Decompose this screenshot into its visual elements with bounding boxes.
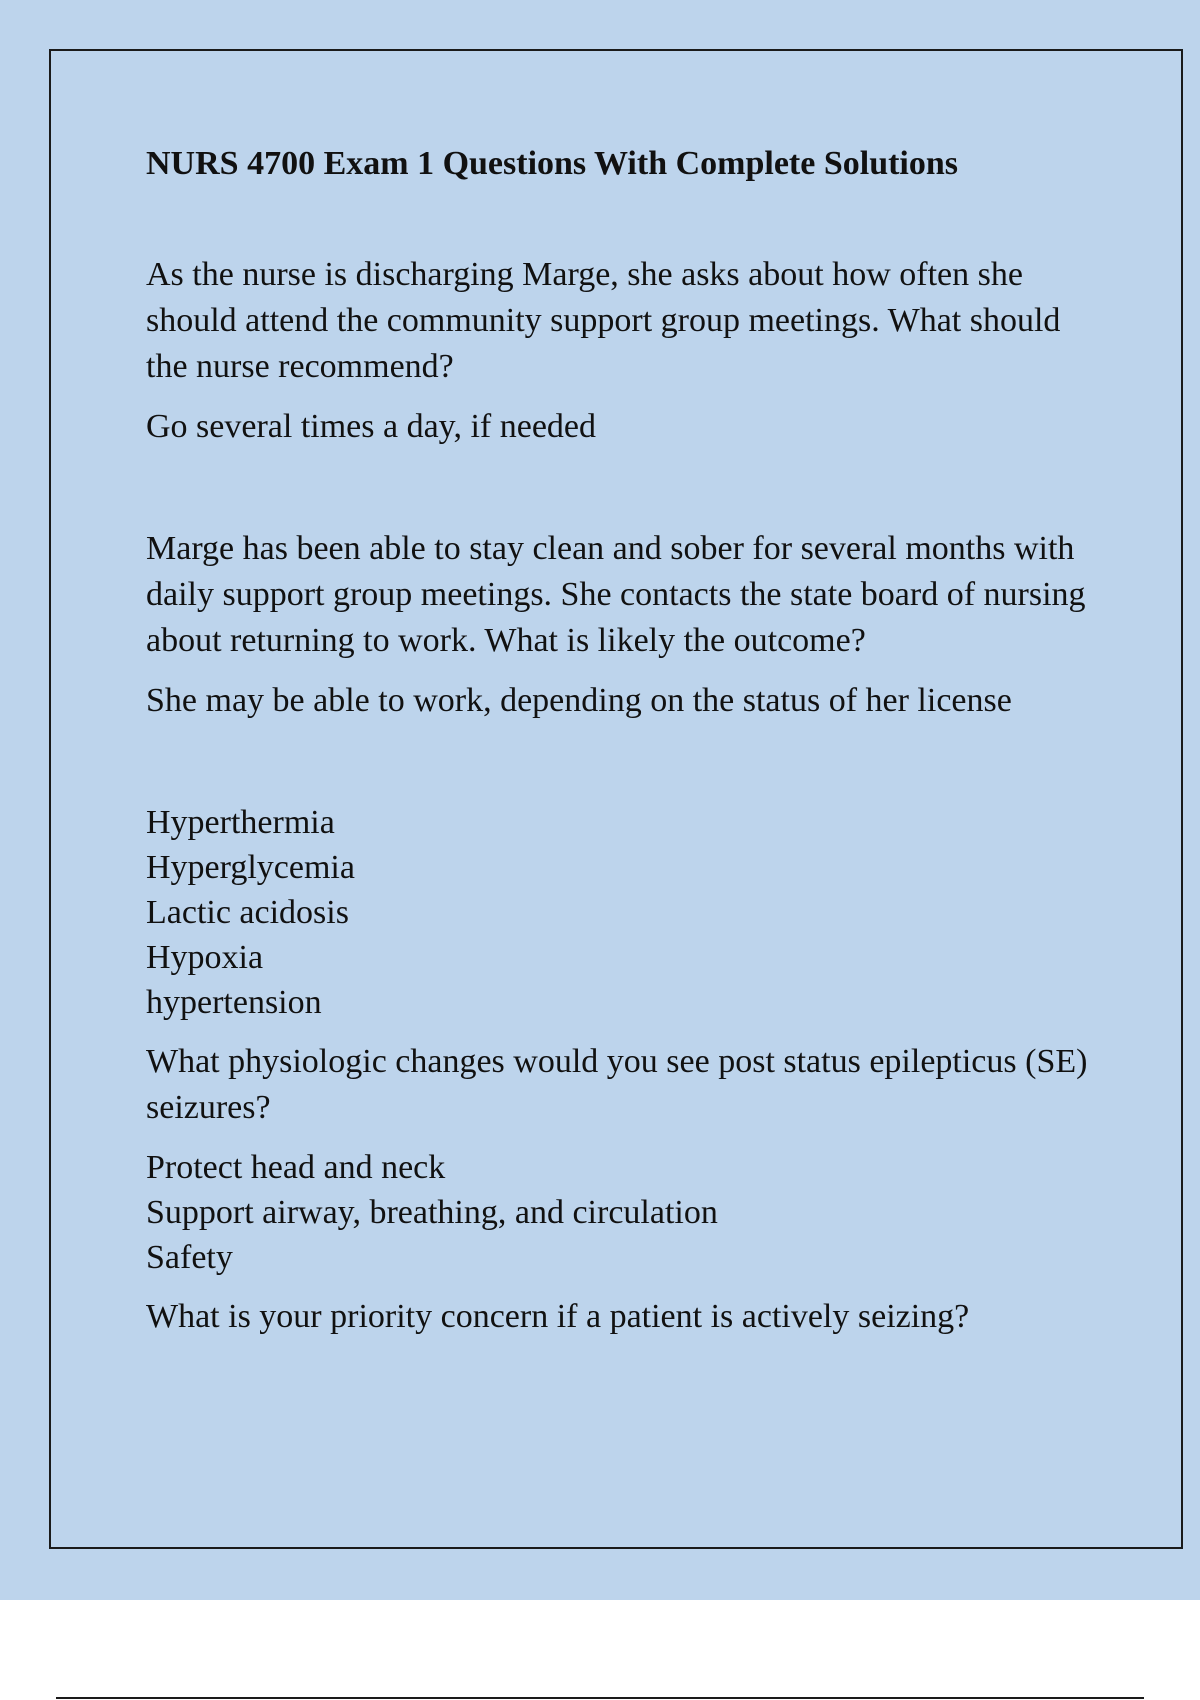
document-content <box>146 140 1096 1354</box>
list-item: Hyperthermia <box>146 804 335 841</box>
list-item: Hyperglycemia <box>146 849 355 886</box>
question-physiologic-changes: What physiologic changes would you see post status epilepticus (SE) seizures? <box>146 1043 1088 1126</box>
footer-divider <box>56 1697 1144 1699</box>
list-item: hypertension <box>146 984 322 1021</box>
question-discharge-frequency: As the nurse is discharging Marge, she asks about how often she should attend the community support group meetings. What should the nurse recommend? <box>146 256 1061 385</box>
list-item: Hypoxia <box>146 939 264 976</box>
list-item: Support airway, breathing, and circulation <box>146 1194 718 1231</box>
answer-discharge-frequency: Go several times a day, if needed <box>146 408 597 445</box>
spacer <box>146 464 1096 526</box>
answer-physiologic-changes-list <box>146 800 1096 1025</box>
question-return-to-work: Marge has been able to stay clean and sober for several months with daily support group meetings. She contacts the state board of nursing about returning to work. What is likely the outcome? <box>146 530 1086 659</box>
spacer <box>146 738 1096 800</box>
list-item: Protect head and neck <box>146 1149 446 1186</box>
list-item: Safety <box>146 1239 233 1276</box>
list-item: Lactic acidosis <box>146 894 349 931</box>
answer-return-to-work: She may be able to work, depending on the status of her license <box>146 682 1012 719</box>
question-priority-concern: What is your priority concern if a patient is actively seizing? <box>146 1298 970 1335</box>
document-title: NURS 4700 Exam 1 Questions With Complete Solutions <box>146 145 959 182</box>
answer-priority-concern-list <box>146 1145 1096 1280</box>
